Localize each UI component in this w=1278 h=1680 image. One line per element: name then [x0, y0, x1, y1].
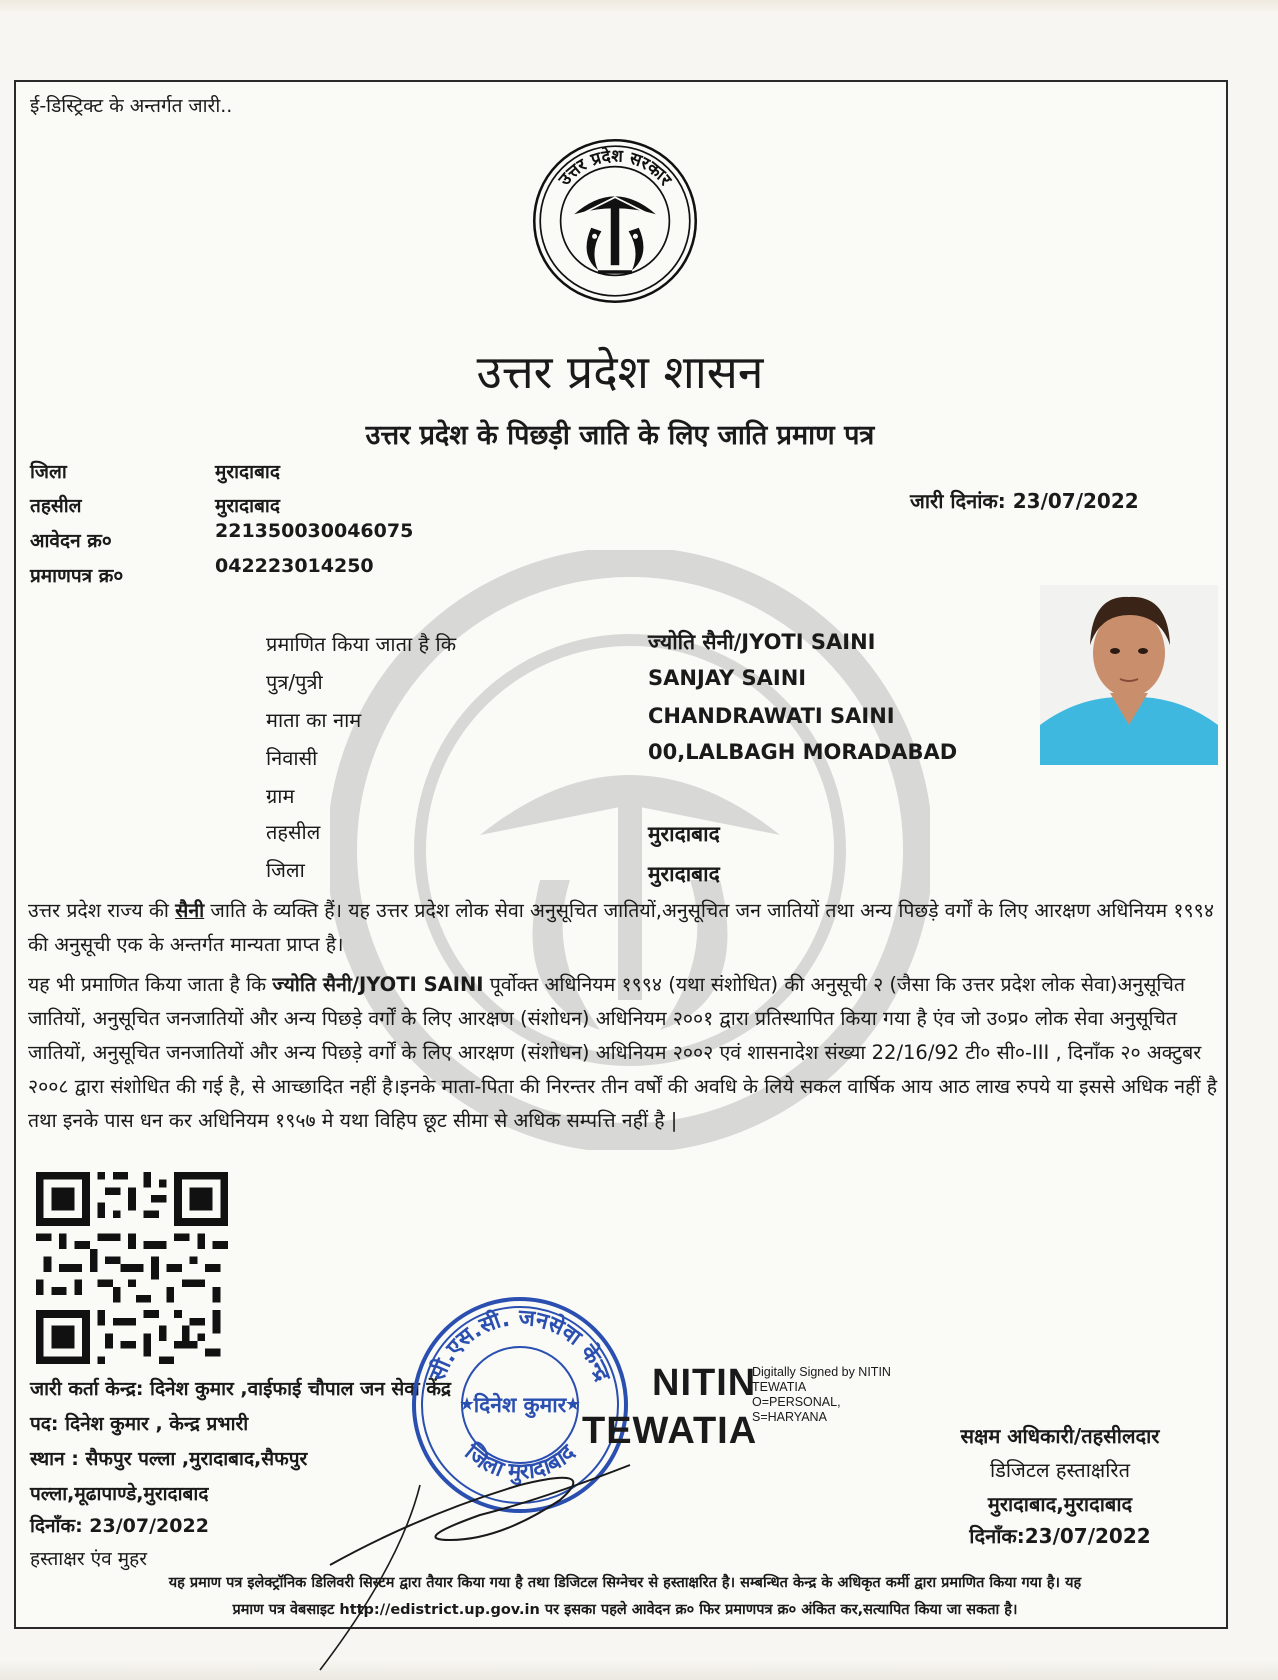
certificate-number-label: प्रमाणपत्र क्र० — [30, 565, 124, 587]
resident-label: निवासी — [266, 746, 318, 770]
issuer-place-line1: स्थान : सैफपुर पल्ला ,मुरादाबाद,सैफपुर — [30, 1448, 308, 1470]
government-title: उत्तर प्रदेश शासन — [476, 345, 764, 399]
digital-signature-line3: O=PERSONAL, — [752, 1395, 841, 1409]
mother-label: माता का नाम — [266, 708, 362, 732]
stamp-top-text: सी.एस.सी. जनसेवा केन्द्र — [425, 1305, 615, 1385]
village-label: ग्राम — [266, 784, 295, 808]
digital-signer-first-name: NITIN — [652, 1362, 757, 1404]
certificate-title: उत्तर प्रदेश के पिछड़ी जाति के लिए जाति प्रमाण पत्र — [365, 420, 875, 451]
mother-name: CHANDRAWATI SAINI — [648, 704, 895, 728]
detail-tehsil-label: तहसील — [266, 820, 321, 844]
issuer-place-line2: पल्ला,मूढापाण्डे,मुरादाबाद — [30, 1483, 209, 1505]
handwritten-signature — [300, 1445, 660, 1675]
digital-signature-line1: Digitally Signed by NITIN — [752, 1365, 891, 1379]
parent-name: SANJAY SAINI — [648, 666, 807, 690]
caste-name: सैनी — [175, 899, 205, 922]
parent-label: पुत्र/पुत्री — [266, 670, 323, 694]
emblem-text: उत्तर प्रदेश सरकार — [554, 146, 676, 190]
non-creamy-layer-statement — [28, 968, 1220, 1138]
application-number-label: आवेदन क्र० — [30, 530, 112, 552]
certified-person-name: ज्योति सैनी/JYOTI SAINI — [648, 630, 876, 654]
officer-title: सक्षम अधिकारी/तहसीलदार — [960, 1424, 1160, 1448]
certificate-number-value: 042223014250 — [215, 555, 374, 577]
stamp-bottom-text: जिला मुरादाबाद — [459, 1440, 581, 1486]
detail-district-value: मुरादाबाद — [648, 862, 720, 886]
tehsil-value: मुरादाबाद — [215, 495, 280, 517]
stamp-star-left-icon: ★ — [458, 1394, 476, 1415]
digital-signature-details — [752, 1365, 891, 1425]
caste-statement-pre: उत्तर प्रदेश राज्य की — [28, 899, 176, 922]
application-number-value: 221350030046075 — [215, 520, 414, 542]
caste-statement-post: जाति के व्यक्ति हैं। यह उत्तर प्रदेश लोक सेवा अनुसूचित जातियों,अनुसूचित जन जातियों तथा अन्य पिछड़े वर्गों के लिए आरक्षण अधिनियम १९९४ की अनुसूची एक के अन्तर्गत मान्यता प्राप्त है। — [28, 899, 1214, 956]
applicant-photo — [1040, 585, 1218, 765]
issuer-date: दिनाँक: 23/07/2022 — [30, 1515, 209, 1537]
resident-address: 00,LALBAGH MORADABAD — [648, 740, 958, 764]
certified-label: प्रमाणित किया जाता है कि — [266, 632, 457, 656]
up-state-emblem — [530, 136, 700, 306]
district-value: मुरादाबाद — [215, 461, 280, 483]
ncl-person-name: ज्योति सैनी/JYOTI SAINI — [272, 973, 484, 996]
svg-text:सी.एस.सी. जनसेवा केन्द्र — [423, 1306, 615, 1386]
issued-under-note: ई-डिस्ट्रिक्ट के अन्तर्गत जारी.. — [30, 95, 233, 117]
issue-date: जारी दिनांक: 23/07/2022 — [910, 489, 1139, 513]
district-label: जिला — [30, 461, 67, 483]
tehsil-label: तहसील — [30, 495, 82, 517]
detail-tehsil-value: मुरादाबाद — [648, 822, 720, 846]
officer-date: दिनाँक:23/07/2022 — [969, 1524, 1151, 1548]
stamp-star-right-icon: ★ — [564, 1394, 582, 1415]
officer-place: मुरादाबाद,मुरादाबाद — [987, 1492, 1133, 1516]
ncl-statement-post: पूर्वोक्त अधिनियम १९९४ (यथा संशोधित) की अनुसूची २ (जैसा कि उत्तर प्रदेश लोक सेवा)अनुसूचित जातियों, अनुसूचित जनजातियों और अन्य पिछड़े वर्गों के लिए आरक्षण (संशोधन) अधिनियम २००१ द्वारा प्रतिस्थापित किया गया है एंव जो उ०प्र० लोक सेवा अनुसूचित जातियों, अनुसूचित जनजातियों और अन्य पिछड़े वर्गों के लिए आरक्षण (संशोधन) अधिनियम २००२ एवं शासनादेश संख्या 22/16/92 टी० सी०-III , दिनाँक २० अक्टुबर २००८ द्वारा संशोधित की गई है, से आच्छादित नहीं है।इनके माता-पिता की निरन्तर तीन वर्षों की अवधि के लिये सकल वार्षिक आय आठ लाख रुपये या इससे अधिक नहीं है तथा इनके पास धन कर अधिनियम १९५७ मे यथा विहिप छूट सीमा से अधिक सम्पत्ति नहीं है | — [28, 973, 1218, 1132]
officer-digitally-signed: डिजिटल हस्ताक्षरित — [990, 1458, 1130, 1482]
digital-signer-last-name: TEWATIA — [582, 1410, 758, 1452]
verification-qr-code — [36, 1172, 228, 1364]
stamp-center-text: दिनेश कुमार — [473, 1393, 567, 1417]
detail-district-label: जिला — [266, 858, 305, 882]
footer-note-line2: प्रमाण पत्र वेबसाइट http://edistrict.up.gov.in पर इसका पहले आवेदन क्र० फिर प्रमाणपत्र क्र० अंकित कर,सत्यापित किया जा सकता है। — [232, 1602, 1018, 1618]
issuer-post: पद: दिनेश कुमार , केन्द्र प्रभारी — [30, 1413, 249, 1435]
ncl-statement-pre: यह भी प्रमाणित किया जाता है कि — [28, 973, 273, 996]
digital-signature-line2: TEWATIA — [752, 1380, 807, 1394]
footer-note-line1: यह प्रमाण पत्र इलेक्ट्रॉनिक डिलिवरी सिस्टम द्वारा तैयार किया गया है तथा डिजिटल सिग्नेचर से हस्ताक्षरित है। सम्बन्धित केन्द्र के अधिकृत कर्मी द्वारा प्रमाणित किया गया है। यह — [168, 1575, 1082, 1591]
issuing-center: जारी कर्ता केन्द्र: दिनेश कुमार ,वाईफाई चौपाल जन सेवा केंद्र — [30, 1378, 452, 1400]
digital-signature-line4: S=HARYANA — [752, 1410, 827, 1424]
signature-and-seal-label: हस्ताक्षर एंव मुहर — [30, 1548, 147, 1570]
caste-statement — [28, 894, 1220, 962]
